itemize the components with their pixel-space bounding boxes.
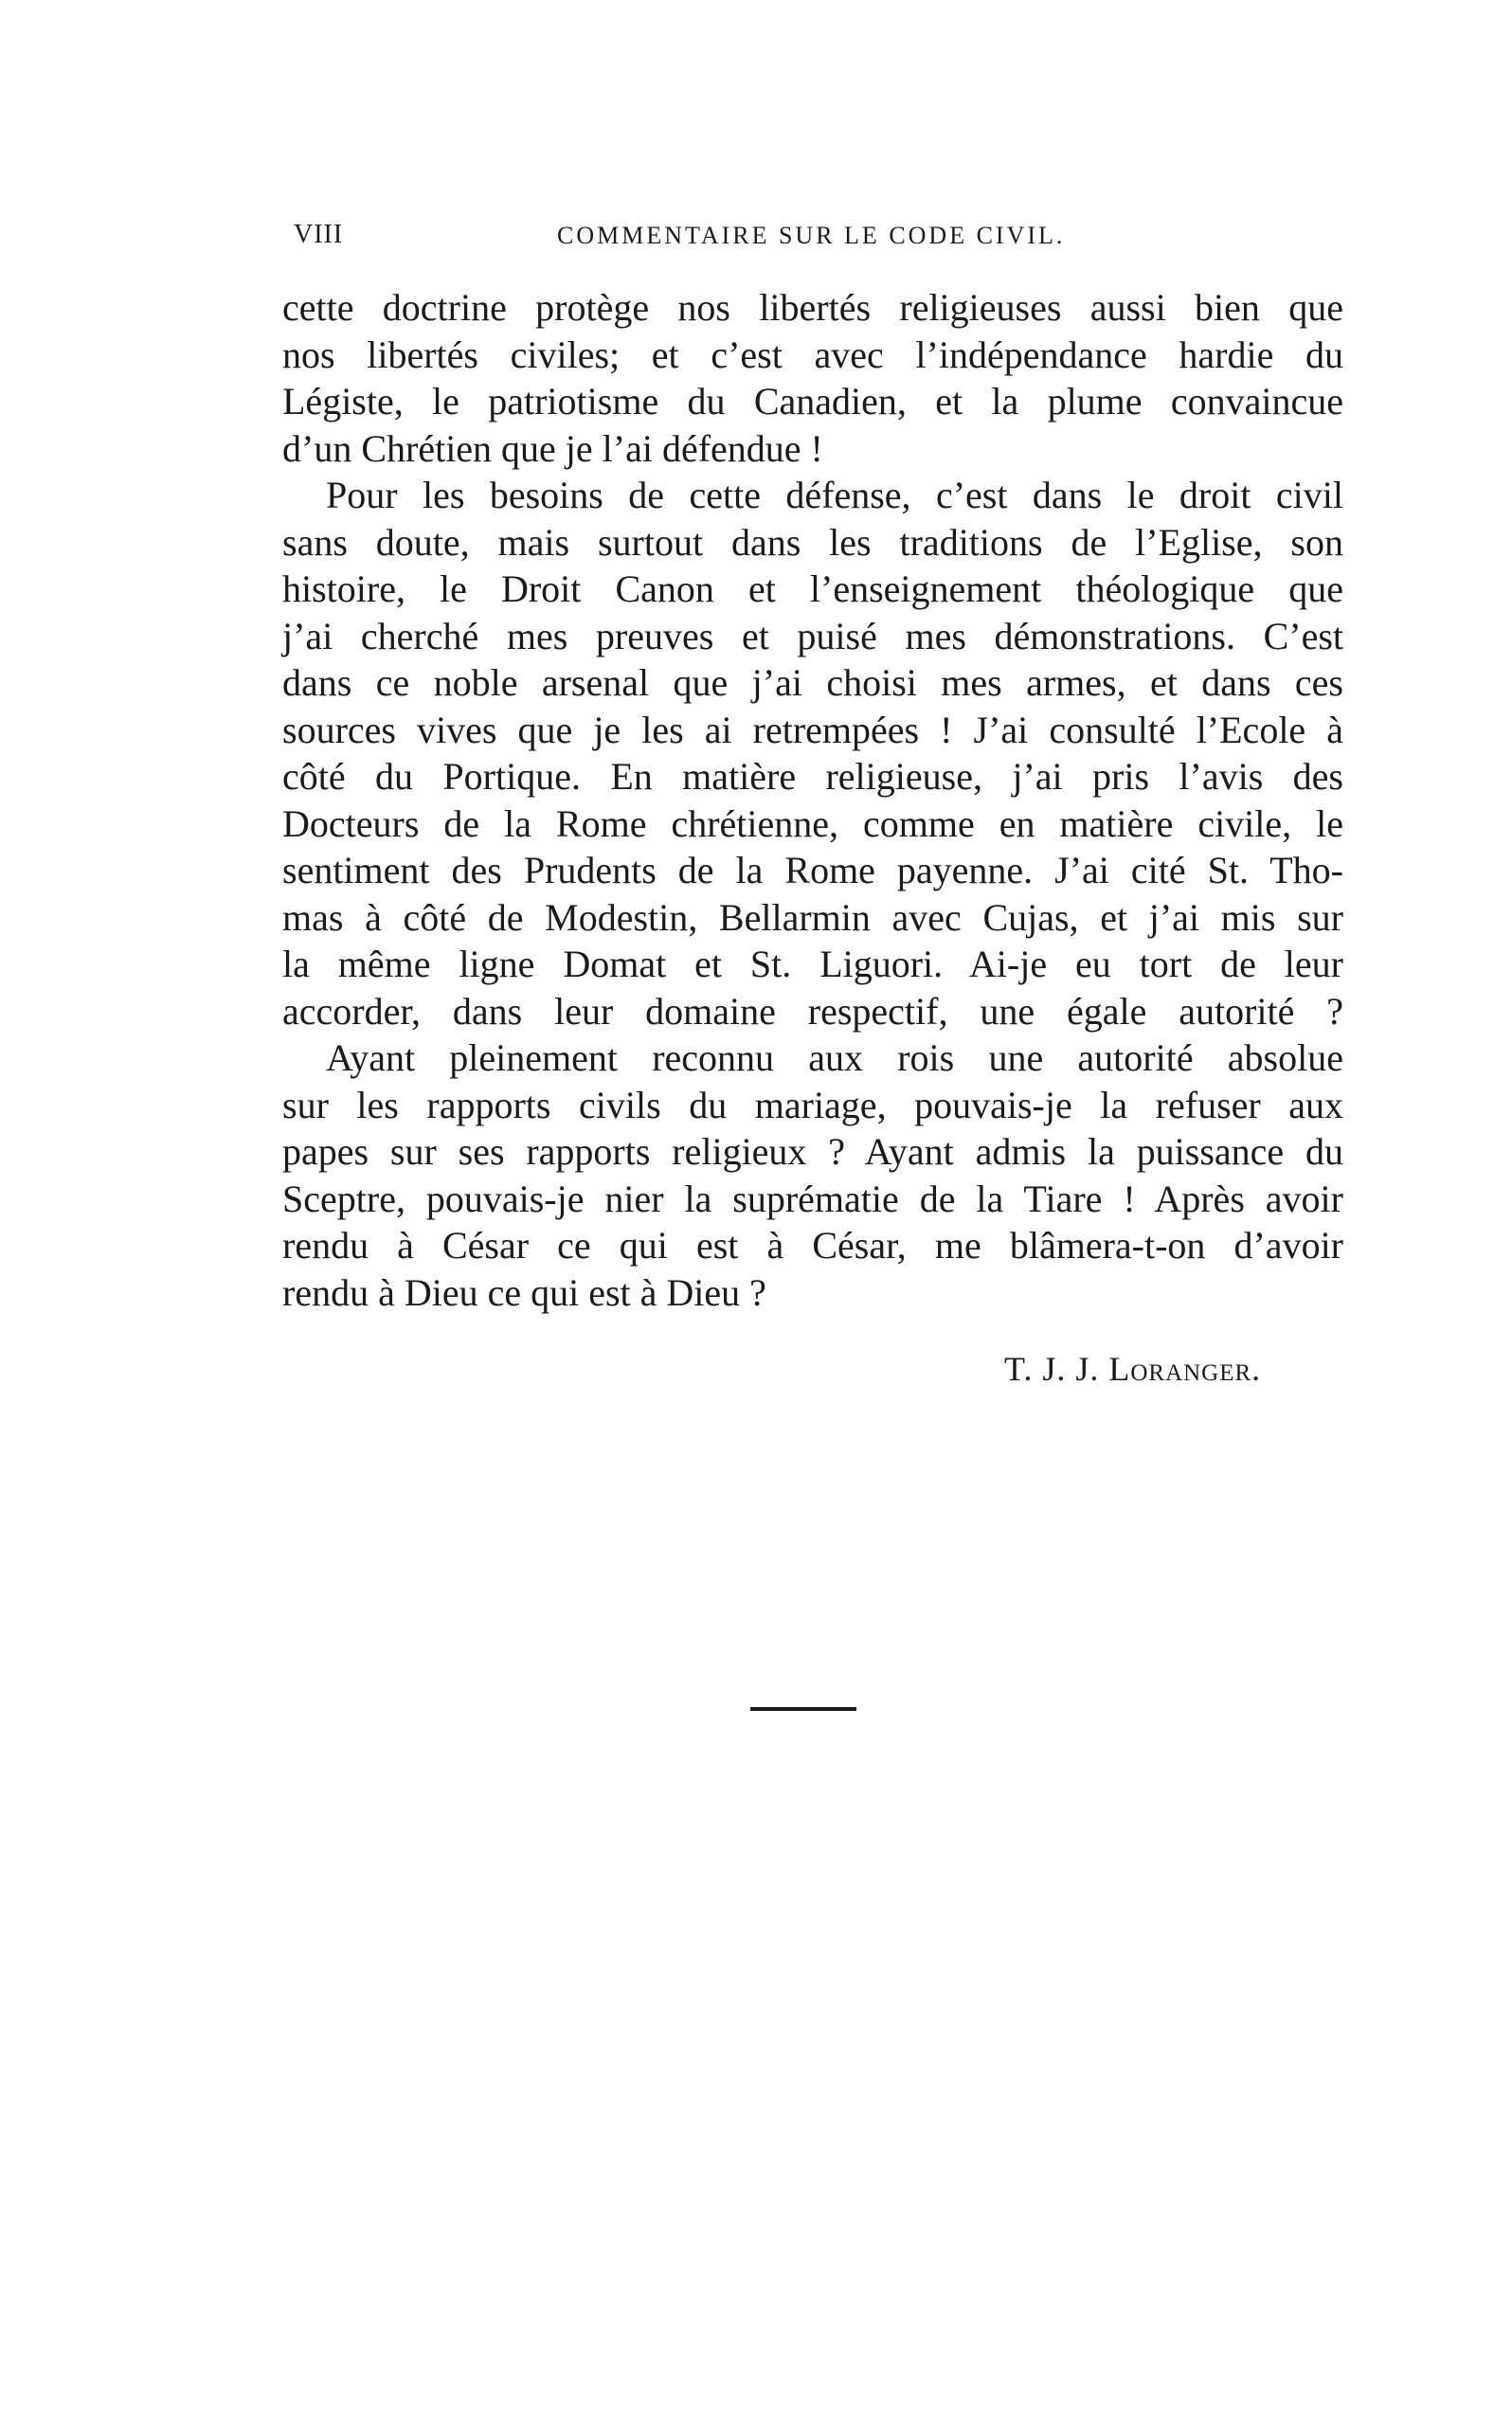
- text-line: Légiste, le patriotisme du Canadien, et la plume convaincue: [282, 380, 1343, 423]
- text-line: rendu à Dieu ce qui est à Dieu ?: [282, 1270, 766, 1314]
- text-line: accorder, dans leur domaine respectif, une égale autorité ?: [282, 989, 1343, 1033]
- text-line: nos libertés civiles; et c’est avec l’indépendance hardie du: [282, 333, 1343, 376]
- signature-initials: T. J. J.: [1004, 1350, 1100, 1388]
- running-head: [282, 220, 1343, 258]
- text-line: Sceptre, pouvais-je nier la suprématie de la Tiare ! Après avoir: [282, 1177, 1343, 1220]
- text-line: histoire, le Droit Canon et l’enseignement théologique que: [282, 567, 1343, 610]
- text-line: Pour les besoins de cette défense, c’est dans le droit civil: [326, 474, 1343, 516]
- text-line: Docteurs de la Rome chrétienne, comme en matière civile, le: [282, 801, 1343, 845]
- running-title: COMMENTAIRE SUR LE CODE CIVIL.: [557, 222, 1066, 249]
- text-line: sentiment des Prudents de la Rome payenne. J’ai cité St. Tho-: [282, 849, 1343, 891]
- closing-rule: [750, 1707, 856, 1711]
- signature-surname: Loranger.: [1108, 1350, 1262, 1388]
- text-line: sources vives que je les ai retrempées ! J’ai consulté l’Ecole à: [282, 708, 1343, 751]
- text-line: Ayant pleinement reconnu aux rois une autorité absolue: [326, 1036, 1343, 1079]
- author-signature: [1004, 1349, 1261, 1389]
- text-line: sans doute, mais surtout dans les traditions de l’Eglise, son: [282, 520, 1343, 564]
- text-line: mas à côté de Modestin, Bellarmin avec Cujas, et j’ai mis sur: [282, 895, 1343, 939]
- body-text: [282, 284, 1343, 1316]
- text-line: j’ai cherché mes preuves et puisé mes démonstrations. C’est: [282, 614, 1343, 657]
- text-line: papes sur ses rapports religieux ? Ayant admis la puissance du: [282, 1130, 1343, 1173]
- text-line: dans ce noble arsenal que j’ai choisi mes armes, et dans ces: [282, 661, 1343, 704]
- text-line: la même ligne Domat et St. Liguori. Ai-je eu tort de leur: [282, 943, 1343, 985]
- page-number: VIII: [294, 220, 344, 249]
- text-line: d’un Chrétien que je l’ai défendue !: [282, 426, 823, 470]
- text-line: rendu à César ce qui est à César, me blâmera-t-on d’avoir: [282, 1224, 1343, 1267]
- text-line: sur les rapports civils du mariage, pouvais-je la refuser aux: [282, 1083, 1343, 1126]
- text-line: cette doctrine protège nos libertés religieuses aussi bien que: [282, 286, 1343, 329]
- text-line: côté du Portique. En matière religieuse, j’ai pris l’avis des: [282, 755, 1343, 798]
